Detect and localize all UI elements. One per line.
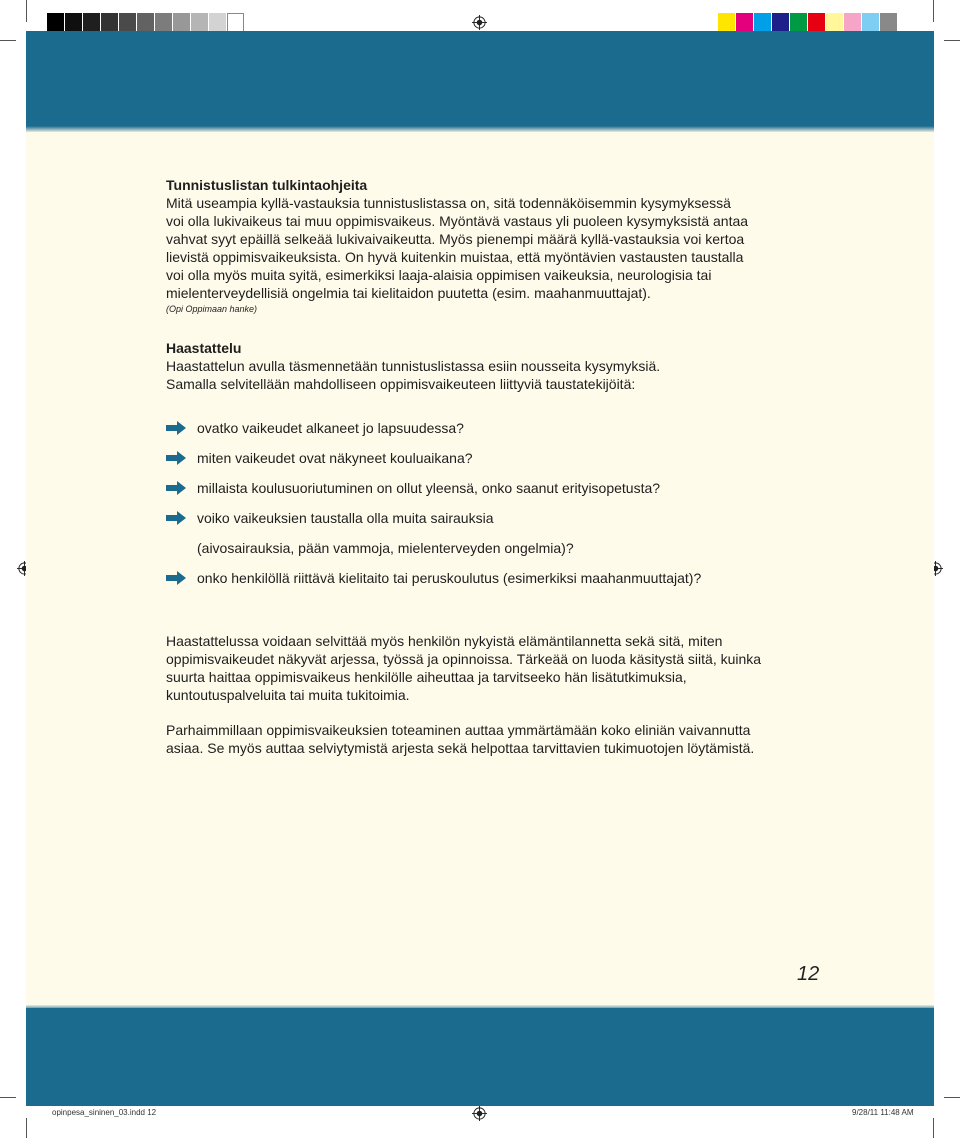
slug-filename: opinpesa_sininen_03.indd 12 xyxy=(52,1108,157,1117)
color-swatch xyxy=(718,13,735,32)
body-line: vahvat syyt epäillä selkeää lukivaivaikeutta. Myös pienempi määrä kyllä-vastauksia voi kertoa xyxy=(166,231,745,247)
arrow-right-icon xyxy=(166,451,186,465)
body-line: suurta haittaa oppimisvaikeus henkilölle aiheuttaa ja tarvitseeko hän lisätutkimuksia, xyxy=(166,669,687,685)
gray-swatch xyxy=(191,13,208,32)
gray-swatch xyxy=(47,13,64,32)
gray-swatch xyxy=(137,13,154,32)
gray-swatch xyxy=(101,13,118,32)
source-note: (Opi Oppimaan hanke) xyxy=(166,304,258,314)
gray-swatch xyxy=(119,13,136,32)
arrow-right-icon xyxy=(166,571,186,585)
arrow-right-icon xyxy=(166,481,186,495)
color-swatch xyxy=(844,13,861,32)
crop-mark xyxy=(0,1097,16,1098)
color-swatch xyxy=(772,13,789,32)
crop-mark xyxy=(944,1097,960,1098)
registration-mark-icon xyxy=(472,15,487,30)
grayscale-color-bar xyxy=(47,13,245,32)
registration-mark-icon xyxy=(472,1106,487,1121)
arrow-right-icon xyxy=(166,511,186,525)
color-swatch xyxy=(808,13,825,32)
gray-swatch xyxy=(155,13,172,32)
main-content xyxy=(166,176,806,393)
gray-swatch xyxy=(173,13,190,32)
page-number: 12 xyxy=(797,963,820,985)
body-line: Samalla selvitellään mahdolliseen oppimisvaikeuteen liittyviä taustatekijöitä: xyxy=(166,376,636,392)
crop-mark xyxy=(26,0,27,22)
list-item-text: ovatko vaikeudet alkaneet jo lapsuudessa? xyxy=(197,420,464,436)
body-line: Parhaimmillaan oppimisvaikeuksien toteaminen auttaa ymmärtämään koko eliniän vaivannutta xyxy=(166,722,751,738)
body-line: Haastattelussa voidaan selvittää myös henkilön nykyistä elämäntilannetta sekä sitä, miten xyxy=(166,633,723,649)
crop-mark xyxy=(933,0,934,22)
color-swatch xyxy=(880,13,897,32)
list-item-text: miten vaikeudet ovat näkyneet kouluaikana? xyxy=(197,450,473,466)
list-item-text: (aivosairauksia, pään vammoja, mielenterveyden ongelmia)? xyxy=(197,540,574,556)
closing-paragraphs xyxy=(166,632,816,757)
gray-swatch xyxy=(209,13,226,32)
gray-swatch xyxy=(227,13,244,32)
crop-mark xyxy=(26,1118,27,1138)
slug-timestamp: 9/28/11 11:48 AM xyxy=(852,1108,914,1117)
arrow-right-icon xyxy=(166,421,186,435)
body-line: lievistä oppimisvaikeuksista. On hyvä kuitenkin muistaa, että myöntävien vastausten taustalla xyxy=(166,249,744,265)
color-swatch xyxy=(736,13,753,32)
list-item-text: onko henkilöllä riittävä kielitaito tai peruskoulutus (esimerkiksi maahanmuuttajat)? xyxy=(197,570,702,586)
color-swatch xyxy=(862,13,879,32)
crop-mark xyxy=(944,40,960,41)
body-line: oppimisvaikeudet näkyvät arjessa, työssä ja opinnoissa. Tärkeää on luoda käsitystä siitä, kuinka xyxy=(166,651,762,667)
body-line: mielenterveydellisiä ongelmia tai kielitaidon puutetta (esim. maahanmuuttajat). xyxy=(166,285,651,301)
body-line: kuntoutuspalveluita tai muita tukitoimia. xyxy=(166,687,410,703)
header-band-shadow xyxy=(26,126,934,132)
color-swatch xyxy=(826,13,843,32)
color-swatch xyxy=(754,13,771,32)
body-line: Haastattelun avulla täsmennetään tunnistuslistassa esiin nousseita kysymyksiä. xyxy=(166,358,661,374)
header-band xyxy=(26,31,934,128)
gray-swatch xyxy=(83,13,100,32)
color-swatch xyxy=(790,13,807,32)
body-line: voi olla myös muita syitä, esimerkiksi laaja-alaisia oppimisen vaikeuksia, neurologisia tai xyxy=(166,267,712,283)
section-heading: Haastattelu xyxy=(166,340,242,356)
body-line: asiaa. Se myös auttaa selviytymistä arjesta sekä helpottaa tarvittavien tukimuotojen löytämistä. xyxy=(166,740,755,756)
process-color-bar xyxy=(718,13,898,32)
crop-mark xyxy=(933,1118,934,1138)
section-heading: Tunnistuslistan tulkintaohjeita xyxy=(166,177,368,193)
list-item-text: millaista koulusuoriutuminen on ollut yleensä, onko saanut erityisopetusta? xyxy=(197,480,661,496)
list-item-text: voiko vaikeuksien taustalla olla muita sairauksia xyxy=(197,510,494,526)
crop-mark xyxy=(0,40,16,41)
footer-band xyxy=(26,1008,934,1106)
gray-swatch xyxy=(65,13,82,32)
body-line: voi olla lukivaikeus tai muu oppimisvaikeus. Myöntävä vastaus yli puoleen kysymyksistä antaa xyxy=(166,213,749,229)
body-line: Mitä useampia kyllä-vastauksia tunnistuslistassa on, sitä todennäköisemmin kysymyksessä xyxy=(166,195,731,211)
